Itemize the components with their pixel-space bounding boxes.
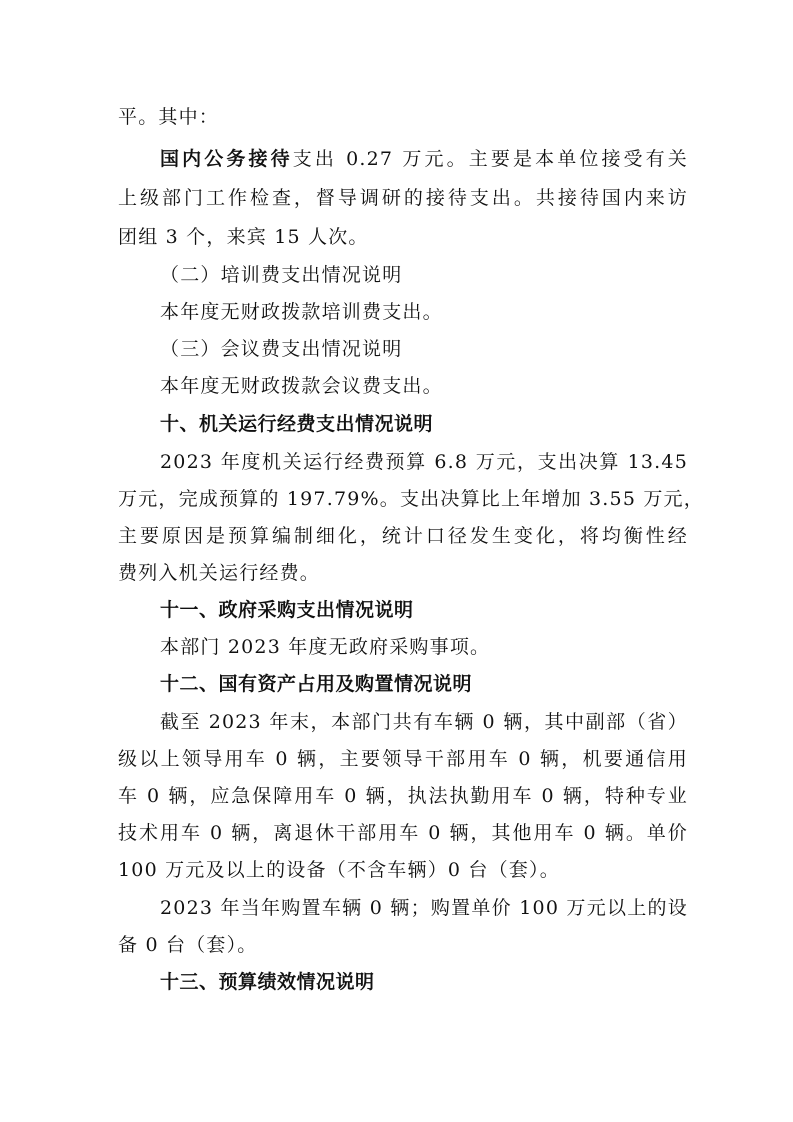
- paragraph-line: 100 万元及以上的设备（不含车辆）0 台（套）。: [118, 859, 560, 881]
- paragraph-line: 费列入机关运行经费。: [118, 562, 321, 584]
- section-heading: 十三、预算绩效情况说明: [160, 971, 375, 993]
- section-heading: 十、机关运行经费支出情况说明: [160, 413, 434, 435]
- paragraph-line: 主要原因是预算编制细化，统计口径发生变化，将均衡性经: [118, 525, 688, 547]
- paragraph-line: 平。其中：: [118, 106, 220, 128]
- paragraph-line: 截至 2023 年末，本部门共有车辆 0 辆，其中副部（省）: [160, 711, 688, 733]
- paragraph-line: 本年度无财政拨款会议费支出。: [160, 375, 443, 397]
- paragraph-line: 技术用车 0 辆，离退休干部用车 0 辆，其他用车 0 辆。单价: [118, 822, 688, 844]
- paragraph-line: 本年度无财政拨款培训费支出。: [160, 301, 443, 323]
- paragraph-text: 支出 0.27 万元。主要是本单位接受有关: [292, 148, 688, 170]
- paragraph-line: 车 0 辆，应急保障用车 0 辆，执法执勤用车 0 辆，特种专业: [118, 785, 688, 807]
- subsection-heading: （三）会议费支出情况说明: [160, 338, 403, 360]
- paragraph-line: 本部门 2023 年度无政府采购事项。: [160, 636, 491, 658]
- paragraph-line: 2023 年当年购置车辆 0 辆；购置单价 100 万元以上的设: [160, 897, 688, 919]
- paragraph-line: 级以上领导用车 0 辆，主要领导干部用车 0 辆，机要通信用: [118, 748, 688, 770]
- paragraph-line: 备 0 台（套）。: [118, 934, 258, 956]
- paragraph-line: 2023 年度机关运行经费预算 6.8 万元，支出决算 13.45: [160, 451, 688, 473]
- paragraph-line: 团组 3 个，来宾 15 人次。: [118, 226, 369, 248]
- bold-term: 国内公务接待: [160, 148, 293, 170]
- paragraph-line: 万元，完成预算的 197.79%。支出决算比上年增加 3.55 万元，: [118, 488, 704, 510]
- subsection-heading: （二）培训费支出情况说明: [160, 264, 403, 286]
- paragraph-line: [160, 146, 688, 172]
- paragraph-line: 上级部门工作检查，督导调研的接待支出。共接待国内来访: [118, 187, 688, 209]
- section-heading: 十二、国有资产占用及购置情况说明: [160, 673, 473, 695]
- section-heading: 十一、政府采购支出情况说明: [160, 599, 414, 621]
